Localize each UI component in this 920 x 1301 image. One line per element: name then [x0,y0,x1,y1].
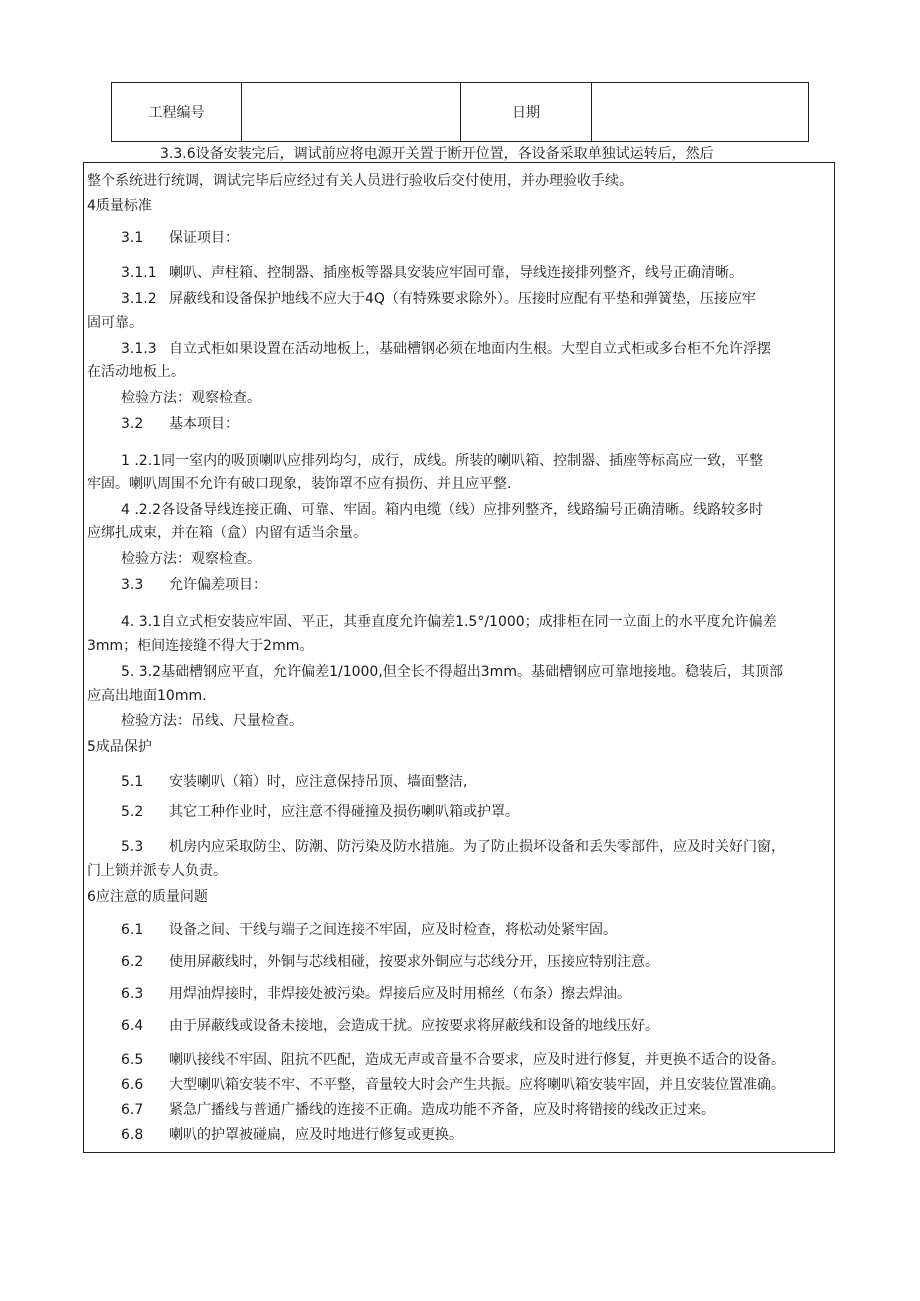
item-6-8: 6.8 喇叭的护罩被碰扁，应及时地进行修复或更换。 [121,1127,463,1143]
item-6-1: 6.1 设备之间、干线与端子之间连接不牢固，应及时检查，将松动处紧牢固。 [121,922,617,938]
item-3-2-1: 1 .2.1同一室内的吸顶喇叭应排列均匀，成行，成线。所装的喇叭箱、控制器、插座等标高应一致，平整 [121,453,764,469]
item-6-5: 6.5 喇叭接线不牢固、阻抗不匹配，造成无声或音量不合要求，应及时进行修复，并更换不适合的设备。 [121,1052,785,1068]
item-5-1: 5.1 安装喇叭（箱）时，应注意保持吊顶、墙面整洁, [121,774,468,790]
item-6-6: 6.6 大型喇叭箱安装不牢、不平整，音量较大时会产生共振。应将喇叭箱安装牢固，并且安装位置准确。 [121,1077,785,1093]
header-table [111,82,809,142]
item-3-1-3: 3.1.3 自立式柜如果设置在活动地板上，基础槽钢必须在地面内生根。大型自立式柜或多台柜不允许浮摆 [121,341,771,357]
check-method-3: 检验方法：吊线、尺量检查。 [121,713,303,729]
item-3-1: 3.1 保证项目： [121,230,239,246]
check-method-1: 检验方法：观察检查。 [121,390,261,406]
section-5-heading: 5成品保护 [87,739,152,755]
item-3-2: 3.2 基本项目： [121,416,239,432]
intro-line-2: 整个系统进行统调，调试完毕后应经过有关人员进行验收后交付使用，并办理验收手续。 [87,173,633,189]
content-box [83,162,835,1153]
item-3-3-2: 5. 3.2基础槽钢应平直，允许偏差1/1000,但全长不得超出3mm。基础槽钢应可靠地接地。稳装后，其顶部 [121,664,783,680]
item-5-3: 5.3 机房内应采取防尘、防潮、防污染及防水措施。为了防止损坏设备和丢失零部件，应及时关好门窗， [121,839,785,855]
item-3-3-1-cont: 3mm；柜间连接缝不得大于2mm。 [87,638,314,654]
item-3-2-2: 4 .2.2各设备导线连接正确、可靠、牢固。箱内电缆（线）应排列整齐，线路编号正确清晰。线路较多时 [121,502,764,518]
item-3-3-1: 4. 3.1自立式柜安装应牢固、平正，其垂直度允许偏差1.5°/1000；成排柜在同一立面上的水平度允许偏差 [121,614,777,630]
date-value [592,83,809,142]
item-3-3: 3.3 允许偏差项目： [121,577,267,593]
item-6-7: 6.7 紧急广播线与普通广播线的连接不正确。造成功能不齐备，应及时将错接的线改正过来。 [121,1102,715,1118]
intro-line-1: 3.3.6设备安装完后，调试前应将电源开关置于断开位置，各设备采取单独试运转后，然后 [160,146,714,162]
project-no-label: 工程编号 [112,83,242,142]
item-3-2-2-cont: 应绑扎成束，并在箱（盒）内留有适当余量。 [87,525,367,541]
item-5-2: 5.2 其它工种作业时，应注意不得碰撞及损伤喇叭箱或护罩。 [121,804,519,820]
item-3-1-1: 3.1.1 喇叭、声柱箱、控制器、插座板等器具安装应牢固可靠，导线连接排列整齐，线号正确清晰。 [121,265,743,281]
item-3-3-2-cont: 应高出地面10mm. [87,688,207,704]
check-method-2: 检验方法：观察检查。 [121,551,261,567]
item-6-3: 6.3 用焊油焊接时，非焊接处被污染。焊接后应及时用棉丝（布条）擦去焊油。 [121,986,631,1002]
item-3-2-1-cont: 牢固。喇叭周围不允许有破口现象，装饰罩不应有损伤、并且应平整. [87,476,512,492]
date-label: 日期 [461,83,592,142]
item-3-1-2: 3.1.2 屏蔽线和设备保护地线不应大于4Q（有特殊要求除外）。压接时应配有平垫和弹簧垫，压接应牢 [121,291,756,307]
item-3-1-2-cont: 固可靠。 [87,315,143,331]
section-4-heading: 4质量标准 [87,198,152,214]
item-5-3-cont: 门上锁并派专人负责。 [87,863,227,879]
item-3-1-3-cont: 在活动地板上。 [87,364,185,380]
section-6-heading: 6应注意的质量问题 [87,889,208,905]
item-6-4: 6.4 由于屏蔽线或设备未接地，会造成干扰。应按要求将屏蔽线和设备的地线压好。 [121,1018,659,1034]
project-no-value [242,83,461,142]
item-6-2: 6.2 使用屏蔽线时，外铜与芯线相碰，按要求外铜应与芯线分开，压接应特别注意。 [121,954,659,970]
